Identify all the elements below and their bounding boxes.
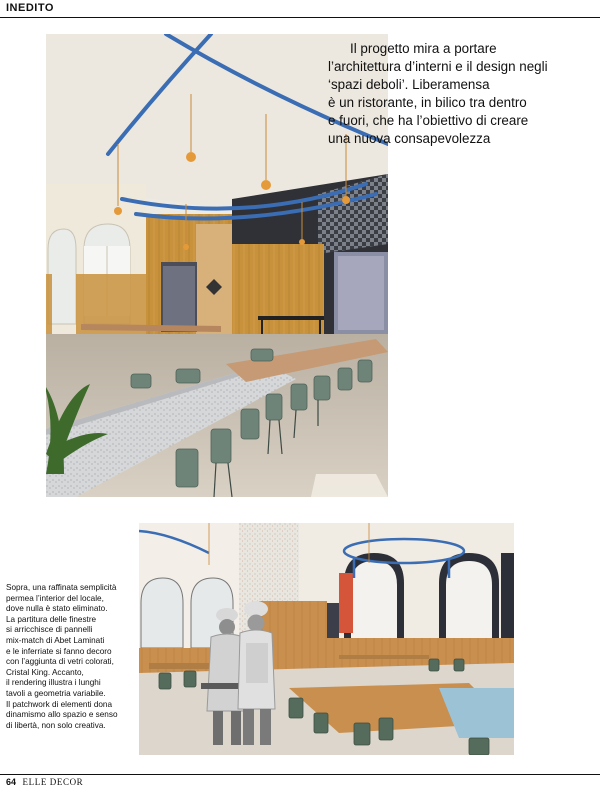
pull-quote-line: Il progetto mira a portare <box>350 41 497 56</box>
pull-quote-line: l’architettura d’interni e il design negli <box>328 59 548 74</box>
pull-quote-line: una nuova consapevolezza <box>328 131 491 146</box>
page-number: 64 <box>6 777 17 787</box>
caption-line: permea l’interior del locale, <box>6 593 104 603</box>
caption-line: con l’aggiunta di vetri colorati, <box>6 657 114 667</box>
section-rule <box>0 17 600 18</box>
pull-quote-line: ‘spazi deboli’. Liberamensa <box>328 77 490 92</box>
magazine-name: ELLE DECOR <box>22 777 84 787</box>
pull-quote <box>328 40 590 148</box>
caption-line: Cristal King. Accanto, <box>6 667 84 677</box>
caption-line: Sopra, una raffinata semplicità <box>6 583 117 592</box>
caption-line: tavoli a geometria variabile. <box>6 688 106 698</box>
caption-line: La partitura delle finestre <box>6 614 97 624</box>
caption-line: e le inferriate si fanno decoro <box>6 646 112 656</box>
caption-line: dinamismo allo spazio e senso <box>6 710 118 720</box>
page-footer <box>6 777 83 787</box>
caption-line: il rendering illustra i lunghi <box>6 678 101 688</box>
pull-quote-line: è un ristorante, in bilico tra dentro <box>328 95 527 110</box>
pull-quote-line: e fuori, che ha l’obiettivo di creare <box>328 113 529 128</box>
section-tag: INEDITO <box>6 2 54 14</box>
caption-line: mix-match di Abet Laminati <box>6 635 105 645</box>
caption-line: si arricchisce di pannelli <box>6 625 93 635</box>
photo-caption <box>6 583 134 731</box>
rendering-image <box>139 523 514 755</box>
caption-line: dove nulla è stato eliminato. <box>6 604 108 614</box>
footer-rule <box>0 774 600 775</box>
caption-line: Il patchwork di elementi dona <box>6 699 113 709</box>
caption-line: di libertà, non solo creativa. <box>6 720 106 730</box>
